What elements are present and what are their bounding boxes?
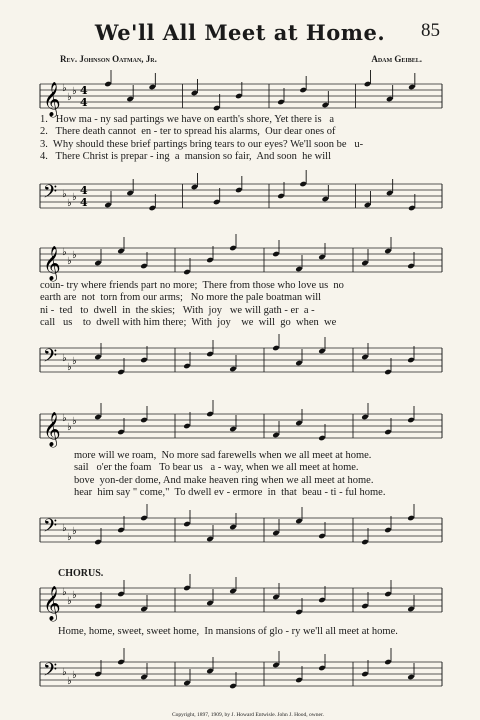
lyric-line: 3. Why should these brief partings bring tears to our eyes? We'll soon be u-	[40, 138, 364, 150]
time-signature: 4	[80, 184, 88, 197]
lyric-line: call us to dwell with him there; With joy we will go when we	[40, 317, 337, 329]
time-signature: 4	[80, 84, 88, 97]
treble-clef-icon: 𝄞	[43, 246, 61, 281]
flat-sign-icon: ♭	[72, 86, 77, 97]
verse-lyrics-block	[40, 280, 432, 330]
flat-sign-icon: ♭	[72, 192, 77, 203]
flat-sign-icon: ♭	[72, 250, 77, 261]
bass-staff	[0, 342, 480, 378]
flat-sign-icon: ♭	[62, 667, 67, 678]
bass-clef-icon: 𝄢	[43, 346, 58, 371]
lyric-line: sail o'er the foam To bear us a - way, when we all meet at home.	[74, 462, 359, 474]
chorus-label: CHORUS.	[58, 568, 104, 579]
time-signature: 4	[80, 196, 88, 209]
flat-sign-icon: ♭	[67, 198, 72, 209]
time-signature: 4	[80, 96, 88, 109]
lyricist-credit: Rev. Johnson Oatman, Jr.	[60, 54, 157, 64]
flat-sign-icon: ♭	[67, 596, 72, 607]
flat-sign-icon: ♭	[62, 523, 67, 534]
flat-sign-icon: ♭	[67, 532, 72, 543]
bass-clef-icon: 𝄢	[43, 182, 58, 207]
flat-sign-icon: ♭	[62, 587, 67, 598]
flat-sign-icon: ♭	[67, 676, 72, 687]
hymn-title: We'll All Meet at Home.	[94, 20, 386, 45]
flat-sign-icon: ♭	[72, 590, 77, 601]
flat-sign-icon: ♭	[67, 422, 72, 433]
flat-sign-icon: ♭	[62, 413, 67, 424]
lyric-line: coun- try where friends part no more; There from those who love us no	[40, 280, 344, 291]
page-number: 85	[421, 20, 440, 41]
bass-staff	[0, 178, 480, 214]
flat-sign-icon: ♭	[67, 362, 72, 373]
flat-sign-icon: ♭	[62, 353, 67, 364]
lyric-line: bove yon-der dome, And make heaven ring when we all meet at home.	[74, 474, 374, 486]
bass-clef-icon: 𝄢	[43, 516, 58, 541]
treble-staff	[0, 242, 480, 281]
bass-staff	[0, 512, 480, 548]
composer-credit: Adam Geibel.	[371, 54, 422, 64]
flat-sign-icon: ♭	[62, 189, 67, 200]
flat-sign-icon: ♭	[62, 83, 67, 94]
treble-clef-icon: 𝄞	[43, 412, 61, 447]
verse-lyrics-block	[40, 114, 432, 164]
treble-staff	[0, 582, 480, 621]
flat-sign-icon: ♭	[67, 256, 72, 267]
lyric-line: hear him say " come," To dwell ev - ermore in that beau - ti - ful home.	[74, 487, 386, 499]
flat-sign-icon: ♭	[62, 247, 67, 258]
lyric-line: more will we roam, No more sad farewells when we all meet at home.	[74, 450, 372, 461]
chorus-lyrics-block	[58, 626, 448, 638]
treble-clef-icon: 𝄞	[43, 82, 61, 117]
lyric-line: ni - ted to dwell in the skies; With joy we will gath - er a -	[40, 304, 315, 316]
copyright-notice: Copyright, 1897, 1909, by J. Howard Entwisle. John J. Hood, owner.	[172, 712, 324, 718]
bass-staff	[0, 656, 480, 692]
lyric-line: earth are not torn from our arms; No more the pale boatman will	[40, 292, 322, 304]
verse-lyrics-block	[74, 450, 444, 500]
treble-staff	[0, 408, 480, 447]
lyric-line: 1. How ma - ny sad partings we have on earth's shore, Yet there is a	[40, 114, 335, 125]
treble-staff	[0, 78, 480, 117]
bass-clef-icon: 𝄢	[43, 660, 58, 685]
flat-sign-icon: ♭	[72, 416, 77, 427]
flat-sign-icon: ♭	[72, 356, 77, 367]
flat-sign-icon: ♭	[72, 526, 77, 537]
lyric-line: 2. There death cannot en - ter to spread his alarms, Our dear ones of	[40, 126, 336, 138]
lyric-line: Home, home, sweet, sweet home, In mansions of glo - ry we'll all meet at home.	[58, 626, 398, 637]
flat-sign-icon: ♭	[72, 670, 77, 681]
treble-clef-icon: 𝄞	[43, 586, 61, 621]
lyric-line: 4. There Christ is prepar - ing a mansion so fair, And soon he will	[40, 151, 332, 163]
flat-sign-icon: ♭	[67, 92, 72, 103]
